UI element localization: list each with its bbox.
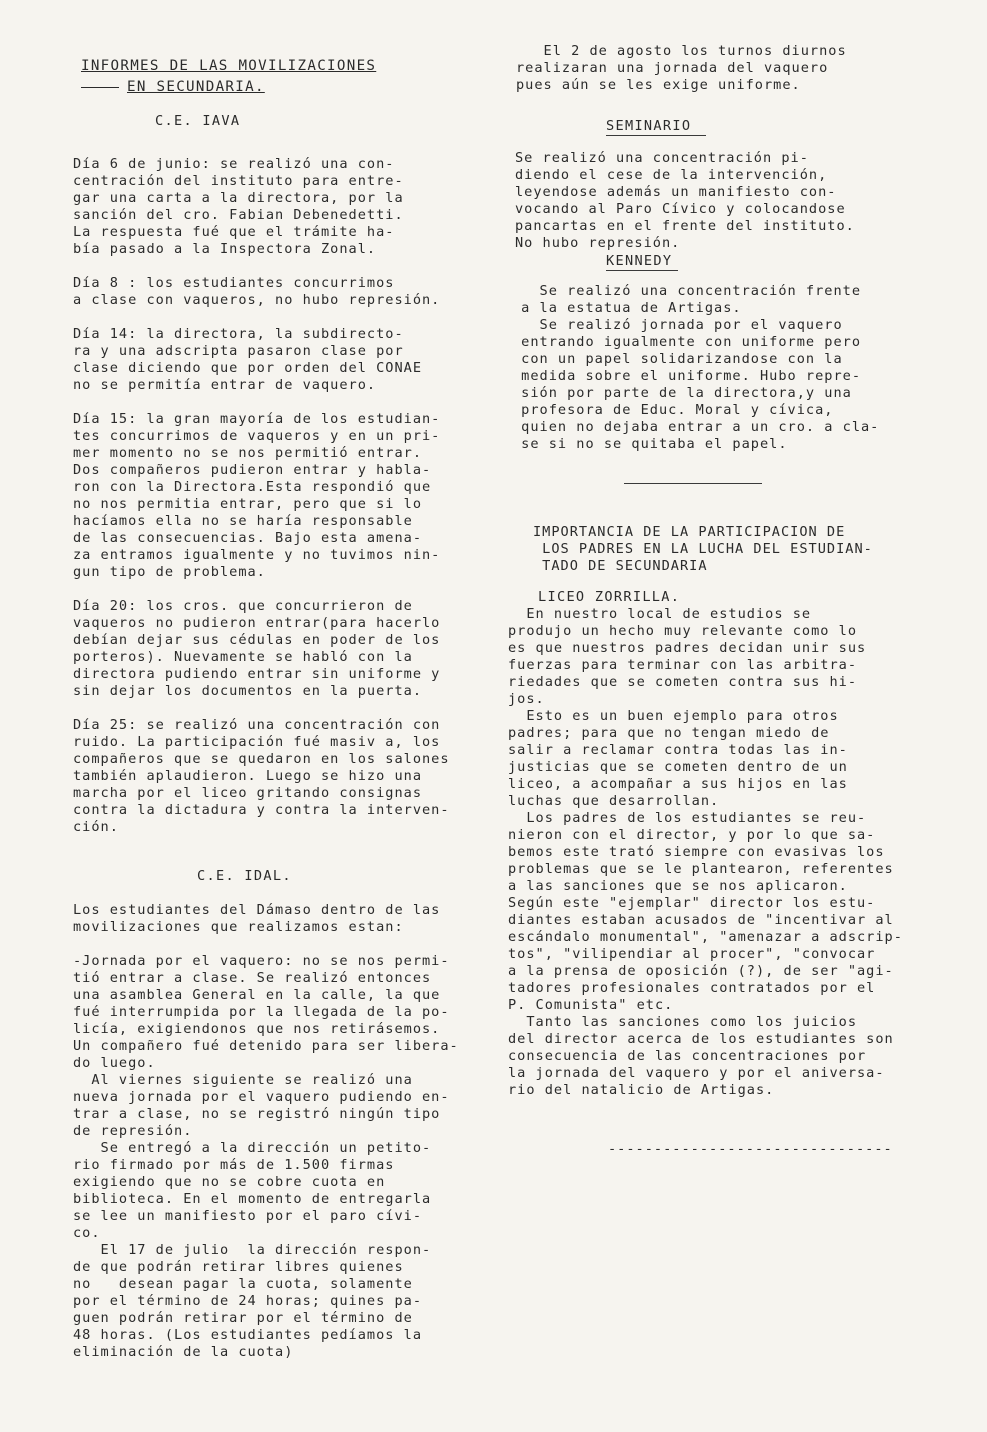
paragraph-idal-intro: Los estudiantes del Dámaso dentro de las movilizaciones que realizamos estan:	[73, 902, 441, 935]
closing-dash-line: -------------------------------	[608, 1141, 893, 1157]
paragraph-idal-jornadas: -Jornada por el vaquero: no se nos permi- tió entrar a clase. Se realizó entonces una asamblea General en la calle, la que fué interrumpida por la llegada de la po- licía, exigiendonos que nos retirásemos. Un compañero fué detenido para ser libera- do luego. Al viernes siguiente se realizó una nueva jornada por el vaquero pudiendo en- trar a clase, no se registró ningún tipo de represión. Se entregó a la dirección un petito- rio firmado por más de 1.500 firmas exigiendo que no se cobre cuota en biblioteca. En el momento de entregarla se lee un manifiesto por el paro cívi- co. El 17 de julio la dirección respon- de que podrán retirar libres quienes no desean pagar la cuota, solamente por el término de 24 horas; quines pa- guen podrán retirar por el término de 48 horas. (Los estudiantes pedíamos la eliminación de la cuota)	[73, 953, 459, 1360]
section-title-iava: C.E. IAVA	[155, 113, 241, 129]
paragraph-kennedy: Se realizó una concentración frente a la estatua de Artigas. Se realizó jornada por el vaquero entrando igualmente con uniforme pero con un papel solidarizandose con la medida sobre el uniforme. Hubo repre- sión por parte de la directora,y una profesora de Educ. Moral y cívica, quien no dejaba entrar a un cro. a cla- se si no se quitaba el papel.	[521, 283, 880, 452]
paragraph-iava-dia15: Día 15: la gran mayoría de los estudian- tes concurrimos de vaqueros y en un pri- mer momento no se nos permitió entrar. Dos compañeros pudieron entrar y habla- ron con la Directora.Esta respondió que no nos permitia entrar, pero que si lo hacíamos ella no se haría responsable de las consecuencias. Bajo esta amena- za entramos igualmente y no tuvimos nin- gun tipo de problema.	[73, 411, 441, 580]
paragraph-iava-dia25: Día 25: se realizó una concentración con ruido. La participación fué masiv a, los compañeros que se quedaron en los salones también aplaudieron. Luego se hizo una marcha por el liceo gritando consignas contra la dictadura y contra la interven- ción.	[73, 717, 450, 835]
paragraph-iava-dia14: Día 14: la directora, la subdirecto- ra y una adscripta pasaron clase por clase diciendo que por orden del CONAE no se permitía entrar de vaquero.	[73, 326, 422, 393]
left-column	[73, 57, 513, 1361]
paragraph-iava-dia8: Día 8 : los estudiantes concurrimos a clase con vaqueros, no hubo represión.	[73, 275, 441, 308]
heading-participacion-padres: IMPORTANCIA DE LA PARTICIPACION DE LOS PADRES EN LA LUCHA DEL ESTUDIAN- TADO DE SECUNDARIA	[533, 524, 873, 574]
paragraph-iava-dia20: Día 20: los cros. que concurrieron de vaqueros no pudieron entrar(para hacerlo debían dejar sus cédulas en poder de los porteros). Nuevamente se habló con la directora pudiendo entrar sin uniforme y sin dejar los documentos en la puerta.	[73, 598, 441, 699]
main-title-line2: EN SECUNDARIA.	[127, 79, 265, 95]
right-column	[508, 43, 948, 1157]
paragraph-zorrilla: En nuestro local de estudios se produjo un hecho muy relevante como lo es que nuestros padres decidan unir sus fuerzas para terminar con las arbitra- riedades que se cometen contra sus hi- jos. Esto es un buen ejemplo para otros padres; para que no tengan miedo de salir a reclamar contra todas las in- justicias que se cometen dentro de un liceo, a acompañar a sus hijos en las luchas que desarrollan. Los padres de los estudiantes se reu- nieron con el director, y por lo que sa- bemos este trató siempre con evasivas los problemas que se le plantearon, referentes a las sanciones que se nos aplicaron. Según este "ejemplar" director los estu- diantes estaban acusados de "incentivar al escándalo monumental", "amenazar a adscrip- tos", "vilipendiar al procer", "convocar a la prensa de oposición (?), de ser "agi- tadores profesionales contratados por el P. Comunista" etc. Tanto las sanciones como los juicios del director acerca de los estudiantes son consecuencia de las concentraciones por la jornada del vaquero y por el aniversa- rio del natalicio de Artigas.	[508, 606, 903, 1098]
section-title-kennedy: KENNEDY	[606, 253, 673, 269]
section-divider	[624, 483, 762, 484]
seminario-underline	[606, 135, 706, 136]
paragraph-iava-dia6: Día 6 de junio: se realizó una con- centración del instituto para entre- gar una carta a la directora, por la sanción del cro. Fabian Debenedetti. La respuesta fué que el trámite ha- bía pasado a la Inspectora Zonal.	[73, 156, 404, 257]
paragraph-agosto: El 2 de agosto los turnos diurnos realizaran una jornada del vaquero pues aún se les exige uniforme.	[516, 43, 847, 93]
section-title-zorrilla: LICEO ZORRILLA.	[538, 589, 681, 605]
main-title-line2-wrap	[81, 78, 513, 97]
main-title-line1: INFORMES DE LAS MOVILIZACIONES	[81, 58, 377, 74]
section-title-seminario: SEMINARIO	[606, 118, 692, 134]
seminario-title-wrap	[606, 117, 706, 136]
paragraph-seminario: Se realizó una concentración pi- diendo el cese de la intervención, leyendose además un manifiesto con- vocando al Paro Cívico y colocandose pancartas en el frente del instituto. No hubo represión.	[515, 150, 855, 251]
kennedy-title-wrap	[606, 252, 678, 271]
title-dash	[81, 87, 119, 88]
kennedy-underline	[606, 270, 678, 271]
section-title-idal: C.E. IDAL.	[197, 868, 292, 884]
